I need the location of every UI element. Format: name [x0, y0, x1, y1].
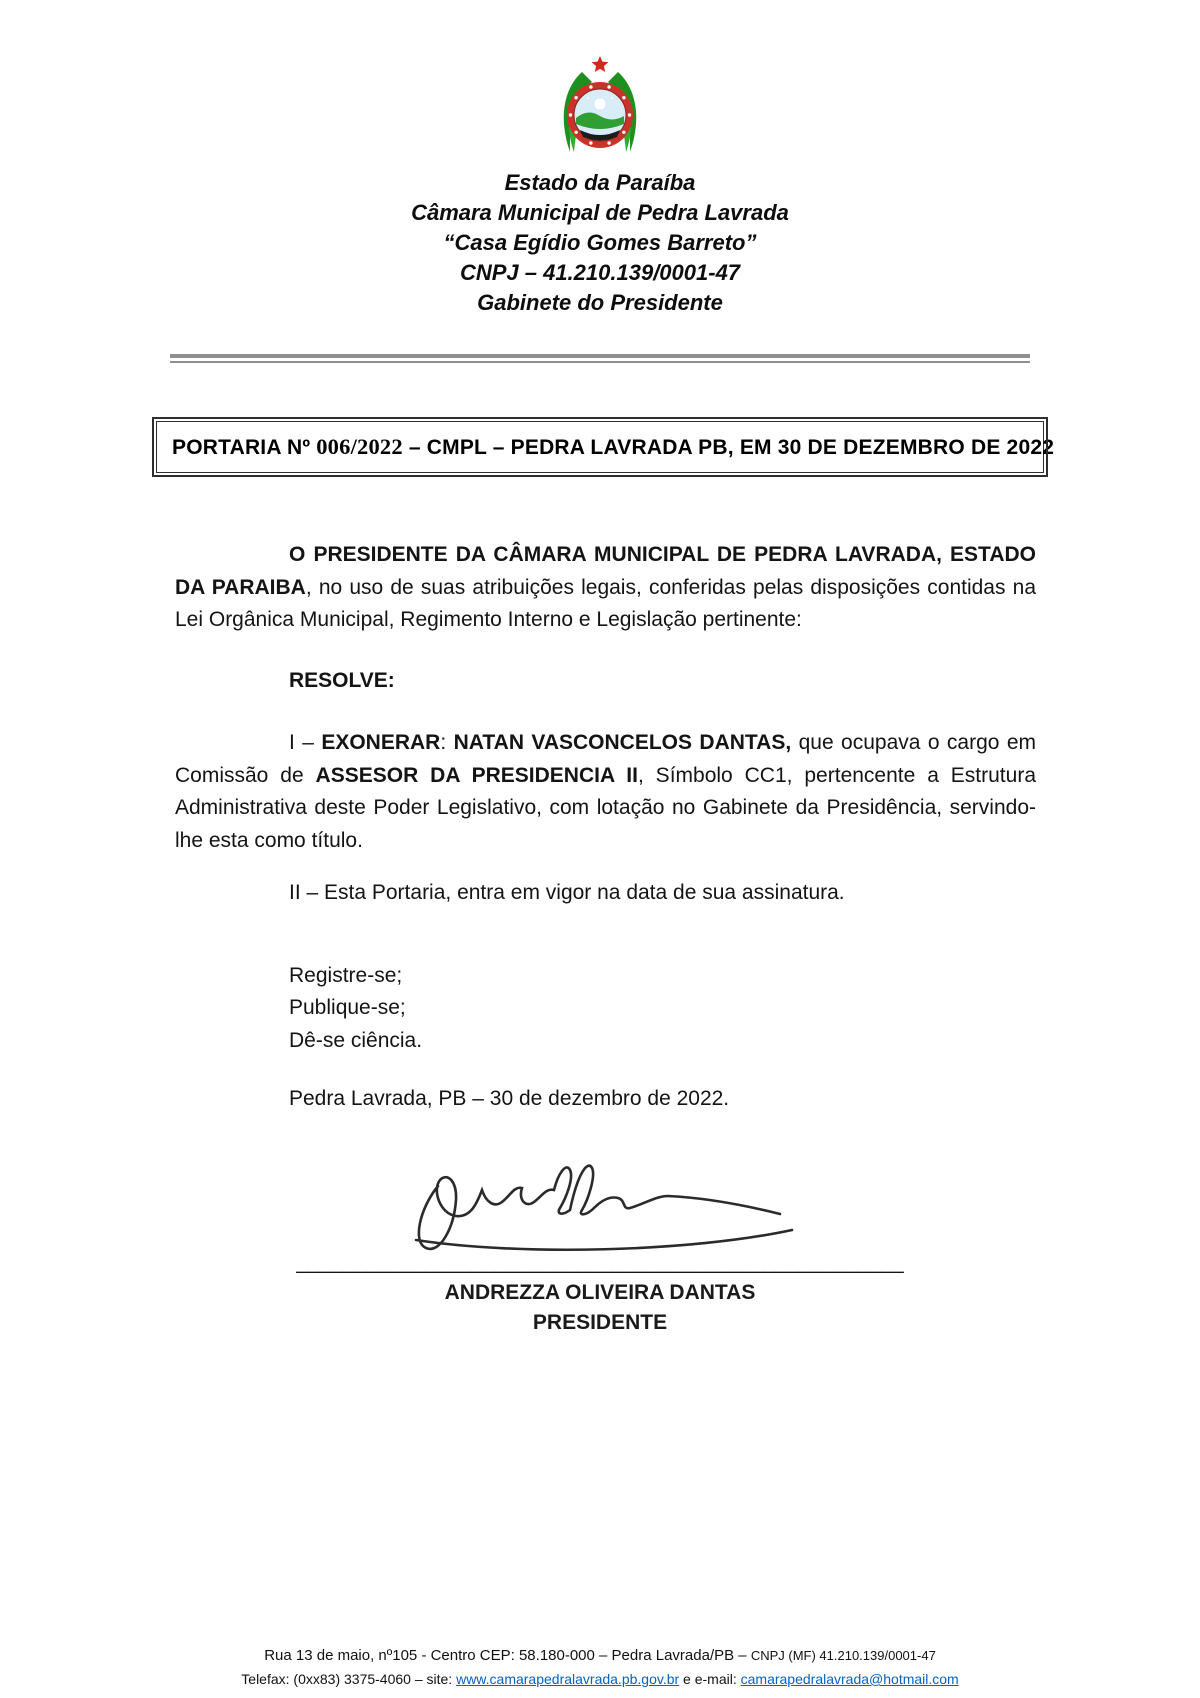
footer-email-link[interactable]: camarapedralavrada@hotmail.com [740, 1671, 959, 1687]
portaria-title-suffix: – CMPL – PEDRA LAVRADA PB, EM 30 DE DEZEMBRO DE 2022 [402, 436, 1055, 459]
closing-block [175, 960, 1036, 1058]
resolve-label: RESOLVE: [289, 668, 395, 692]
resolve-item-1 [175, 727, 1036, 857]
crest-top-star [592, 56, 609, 72]
org-header [0, 168, 1200, 318]
paraiba-coat-of-arms-icon [550, 56, 650, 162]
page-footer [0, 1644, 1200, 1690]
footer-address: Rua 13 de maio, nº105 - Centro CEP: 58.180-000 – Pedra Lavrada/PB – [264, 1647, 751, 1664]
opening-bold: O PRESIDENTE DA CÂMARA MUNICIPAL DE PEDRA LAVRADA, ESTADO DA PARAIBA [175, 543, 1036, 599]
signature-rule: ____________________________________________________ [296, 1250, 904, 1274]
footer-address-line [0, 1644, 1200, 1668]
footer-cnpj: CNPJ (MF) 41.210.139/0001-47 [750, 1648, 936, 1663]
portaria-title-prefix: PORTARIA Nº [172, 436, 317, 459]
resolve-item-2: II – Esta Portaria, entra em vigor na data de sua assinatura. [289, 881, 845, 904]
item1-seg2: EXONERAR [321, 731, 441, 754]
item1-seg6: ASSESOR DA PRESIDENCIA II [315, 763, 638, 787]
dateline: Pedra Lavrada, PB – 30 de dezembro de 2022. [289, 1087, 730, 1110]
org-line-house: “Casa Egídio Gomes Barreto” [443, 230, 757, 255]
signature-block [0, 1156, 1200, 1338]
portaria-number: 006/2022 [316, 434, 403, 459]
closing-line-notice: Dê-se ciência. [289, 1028, 423, 1052]
header-divider [170, 354, 1030, 363]
footer-telefax: Telefax: (0xx83) 3375-4060 – site: [241, 1671, 457, 1687]
opening-regular: , no uso de suas atribuições legais, conferidas pelas disposições contidas na Lei Orgânica Municipal, Regimento Interno e Legislação pertinente: [175, 575, 1036, 631]
opening-paragraph [175, 539, 1036, 637]
item1-seg1: I – [289, 731, 322, 754]
footer-email-label: e e-mail: [679, 1671, 741, 1687]
footer-contact-line [0, 1668, 1200, 1690]
org-line-office: Gabinete do Presidente [477, 290, 723, 315]
signer-role: PRESIDENTE [532, 1310, 668, 1334]
closing-line-publish: Publique-se; [289, 996, 406, 1019]
org-line-chamber: Câmara Municipal de Pedra Lavrada [411, 200, 789, 225]
org-line-cnpj: CNPJ – 41.210.139/0001-47 [459, 260, 741, 285]
footer-site-link[interactable]: www.camarapedralavrada.pb.gov.br [456, 1671, 680, 1687]
org-line-state: Estado da Paraíba [504, 170, 696, 195]
signer-name: ANDREZZA OLIVEIRA DANTAS [444, 1280, 756, 1304]
closing-line-register: Registre-se; [289, 963, 403, 987]
document-body [175, 539, 1036, 1116]
item1-seg3: : [440, 731, 454, 754]
item1-seg5: que ocupava o cargo em Comissão de [175, 731, 1037, 787]
signature-scribble-icon [360, 1156, 840, 1266]
item1-seg4: NATAN VASCONCELOS DANTAS, [453, 731, 792, 754]
item1-seg7: , Símbolo CC1, pertencente a Estrutura Administrativa deste Poder Legislativo, com lotação no Gabinete da Presidência, servindo-lhe esta como título. [175, 763, 1036, 852]
portaria-title-box [156, 421, 1055, 473]
